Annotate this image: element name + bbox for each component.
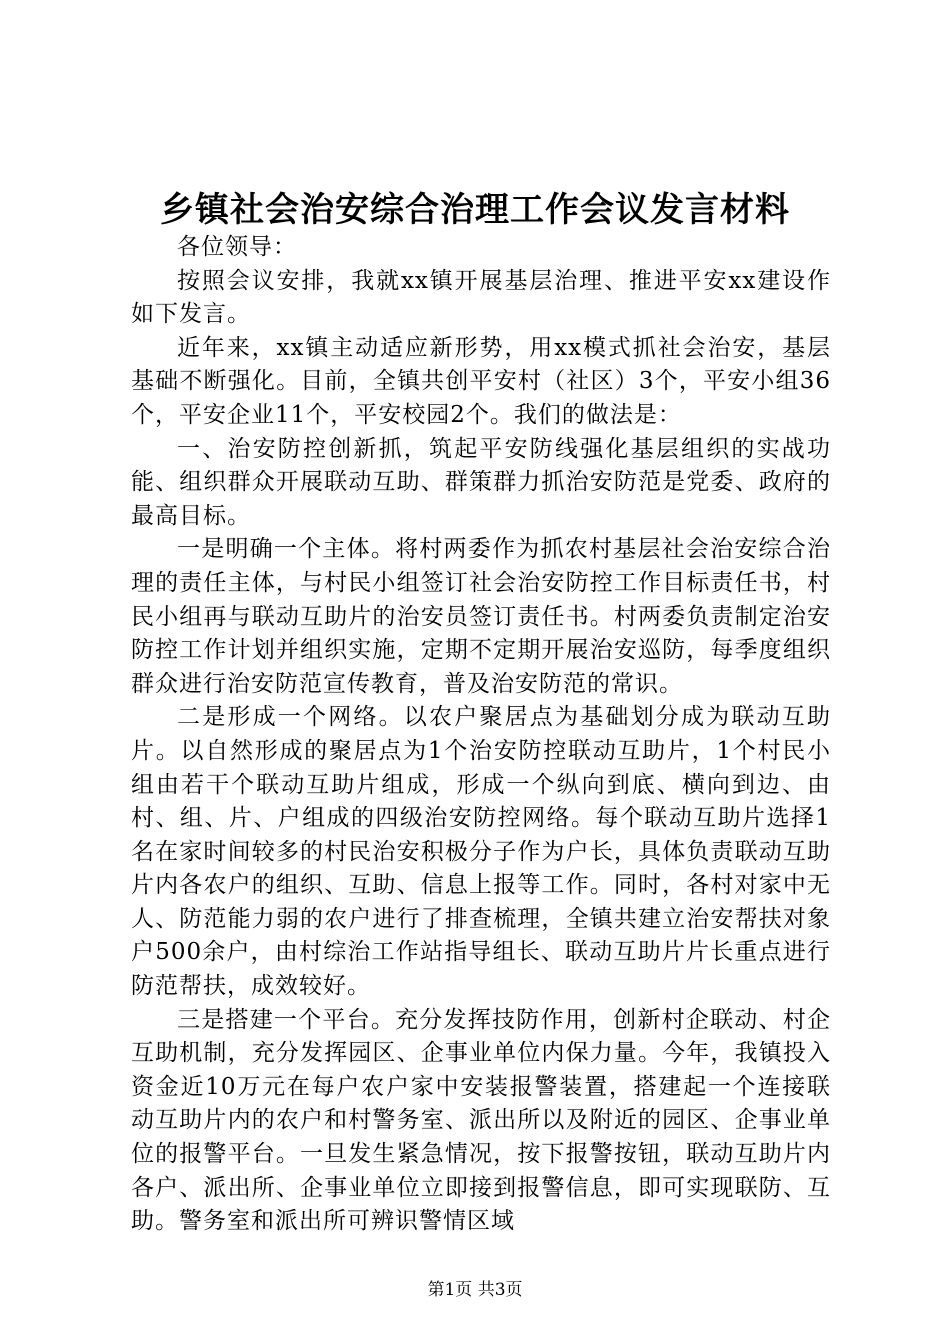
paragraph-point-two: 二是形成一个网络。以农户聚居点为基础划分成为联动互助片。以自然形成的聚居点为1个治安防控联动互助片，1个村民小组由若干个联动互助片组成，形成一个纵向到底、横向到边、由村、组、片、户组成的四级治安防控网络。每个联动互助片选择1名在家时间较多的村民治安积极分子作为户长，具体负责联动互助片内各农户的组织、互助、信息上报等工作。同时，各村对家中无人、防范能力弱的农户进行了排查梳理，全镇共建立治安帮扶对象户500余户，由村综治工作站指导组长、联动互助片片长重点进行防范帮扶，成效较好。: [131, 704, 831, 1000]
salutation: 各位领导：: [177, 234, 297, 260]
page-number-footer: 第1页 共3页: [427, 1280, 523, 1300]
paragraph-overview: 近年来，xx镇主动适应新形势，用xx模式抓社会治安，基层基础不断强化。目前，全镇共创平安村（社区）3个，平安小组36个，平安企业11个，平安校园2个。我们的做法是：: [131, 334, 831, 428]
document-body: [131, 231, 831, 1239]
paragraph-section-one: 一、治安防控创新抓，筑起平安防线强化基层组织的实战功能、组织群众开展联动互助、群策群力抓治安防范是党委、政府的最高目标。: [131, 435, 831, 529]
paragraph-point-three: 三是搭建一个平台。充分发挥技防作用，创新村企联动、村企互助机制，充分发挥园区、企事业单位内保力量。今年，我镇投入资金近10万元在每户农户家中安装报警装置，搭建起一个连接联动互助片内的农户和村警务室、派出所以及附近的园区、企事业单位的报警平台。一旦发生紧急情况，按下报警按钮，联动互助片内各户、派出所、企事业单位立即接到报警信息，即可实现联防、互助。警务室和派出所可辨识警情区域: [131, 1006, 831, 1235]
paragraph-point-one: 一是明确一个主体。将村两委作为抓农村基层社会治安综合治理的责任主体，与村民小组签订社会治安防控工作目标责任书，村民小组再与联动互助片的治安员签订责任书。村两委负责制定治安防控工作计划并组织实施，定期不定期开展治安巡防，每季度组织群众进行治安防范宣传教育，普及治安防范的常识。: [131, 536, 831, 697]
paragraph-intro: 按照会议安排，我就xx镇开展基层治理、推进平安xx建设作如下发言。: [131, 267, 831, 328]
document-title: 乡镇社会治安综合治理工作会议发言材料: [160, 190, 790, 230]
